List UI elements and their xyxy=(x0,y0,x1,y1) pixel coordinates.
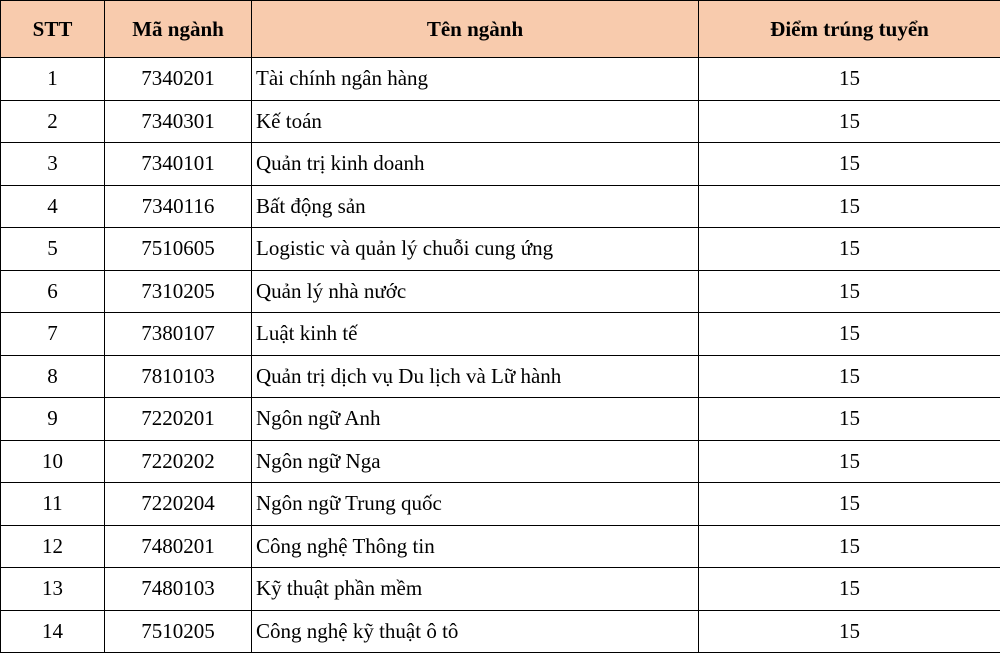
cell-major-name: Kỹ thuật phần mềm xyxy=(252,568,699,611)
cell-stt: 10 xyxy=(1,440,105,483)
cell-stt: 9 xyxy=(1,398,105,441)
table-row xyxy=(1,440,1000,483)
cell-score: 15 xyxy=(699,355,1000,398)
table-row xyxy=(1,58,1000,101)
cell-stt: 5 xyxy=(1,228,105,271)
table-row xyxy=(1,610,1000,653)
table-row xyxy=(1,355,1000,398)
cell-major-name: Ngôn ngữ Anh xyxy=(252,398,699,441)
cell-stt: 1 xyxy=(1,58,105,101)
cell-major-code: 7510605 xyxy=(105,228,252,271)
table-row xyxy=(1,483,1000,526)
cell-score: 15 xyxy=(699,525,1000,568)
cell-major-code: 7480103 xyxy=(105,568,252,611)
table-row xyxy=(1,398,1000,441)
cell-major-name: Quản trị dịch vụ Du lịch và Lữ hành xyxy=(252,355,699,398)
cell-major-name: Quản trị kinh doanh xyxy=(252,143,699,186)
cell-score: 15 xyxy=(699,610,1000,653)
cell-score: 15 xyxy=(699,185,1000,228)
cell-major-code: 7220201 xyxy=(105,398,252,441)
header-major-name: Tên ngành xyxy=(252,1,699,58)
cell-stt: 11 xyxy=(1,483,105,526)
cell-score: 15 xyxy=(699,270,1000,313)
table-row xyxy=(1,143,1000,186)
table-row xyxy=(1,313,1000,356)
cell-major-code: 7220202 xyxy=(105,440,252,483)
cell-major-name: Công nghệ Thông tin xyxy=(252,525,699,568)
header-major-code: Mã ngành xyxy=(105,1,252,58)
cell-major-name: Logistic và quản lý chuỗi cung ứng xyxy=(252,228,699,271)
cell-stt: 4 xyxy=(1,185,105,228)
cell-score: 15 xyxy=(699,568,1000,611)
cell-stt: 13 xyxy=(1,568,105,611)
cell-stt: 6 xyxy=(1,270,105,313)
cell-major-code: 7340116 xyxy=(105,185,252,228)
cell-stt: 7 xyxy=(1,313,105,356)
cell-major-code: 7220204 xyxy=(105,483,252,526)
table-row xyxy=(1,525,1000,568)
header-admission-score: Điểm trúng tuyển xyxy=(699,1,1000,58)
cell-major-name: Luật kinh tế xyxy=(252,313,699,356)
table-row xyxy=(1,100,1000,143)
cell-score: 15 xyxy=(699,313,1000,356)
cell-score: 15 xyxy=(699,228,1000,271)
cell-major-code: 7340201 xyxy=(105,58,252,101)
cell-score: 15 xyxy=(699,58,1000,101)
cell-score: 15 xyxy=(699,483,1000,526)
table-row xyxy=(1,228,1000,271)
cell-stt: 12 xyxy=(1,525,105,568)
cell-major-code: 7510205 xyxy=(105,610,252,653)
cell-stt: 2 xyxy=(1,100,105,143)
cell-stt: 14 xyxy=(1,610,105,653)
cell-stt: 8 xyxy=(1,355,105,398)
table-row xyxy=(1,270,1000,313)
cell-major-code: 7310205 xyxy=(105,270,252,313)
cell-major-code: 7480201 xyxy=(105,525,252,568)
table-row xyxy=(1,568,1000,611)
cell-major-name: Quản lý nhà nước xyxy=(252,270,699,313)
table-header-row xyxy=(1,1,1000,58)
cell-major-name: Ngôn ngữ Trung quốc xyxy=(252,483,699,526)
cell-major-name: Ngôn ngữ Nga xyxy=(252,440,699,483)
cell-major-name: Công nghệ kỹ thuật ô tô xyxy=(252,610,699,653)
cell-major-code: 7340301 xyxy=(105,100,252,143)
cell-score: 15 xyxy=(699,398,1000,441)
cell-major-name: Kế toán xyxy=(252,100,699,143)
cell-major-name: Bất động sản xyxy=(252,185,699,228)
header-stt: STT xyxy=(1,1,105,58)
cell-score: 15 xyxy=(699,440,1000,483)
cell-major-code: 7340101 xyxy=(105,143,252,186)
cell-major-name: Tài chính ngân hàng xyxy=(252,58,699,101)
cell-stt: 3 xyxy=(1,143,105,186)
cell-major-code: 7380107 xyxy=(105,313,252,356)
table-row xyxy=(1,185,1000,228)
cell-score: 15 xyxy=(699,143,1000,186)
cell-major-code: 7810103 xyxy=(105,355,252,398)
cell-score: 15 xyxy=(699,100,1000,143)
